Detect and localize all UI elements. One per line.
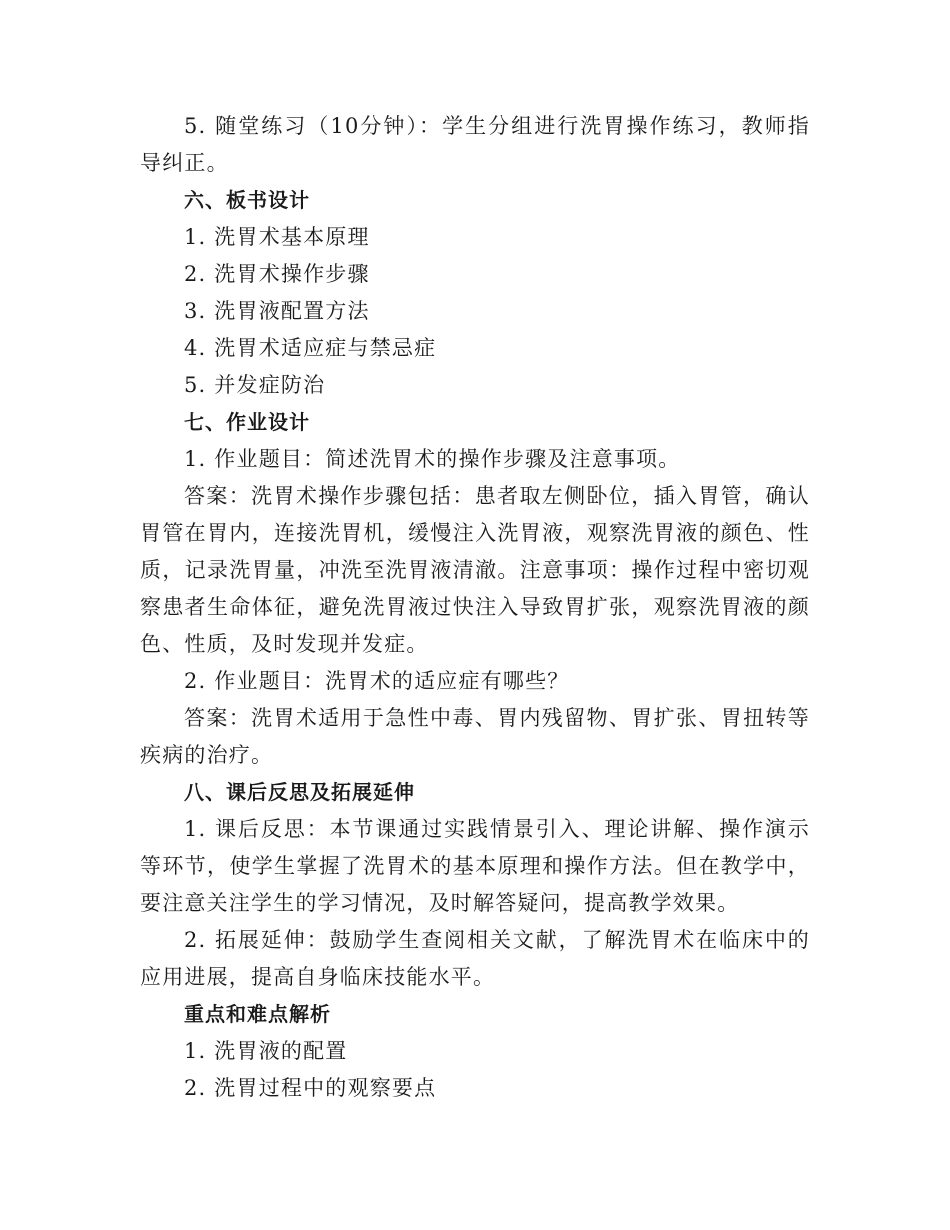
homework-question-2: 2. 作业题目：洗胃术的适应症有哪些？ <box>184 669 570 693</box>
key-point-2: 2. 洗胃过程中的观察要点 <box>184 1076 437 1100</box>
board-item-1: 1. 洗胃术基本原理 <box>184 225 370 249</box>
heading-key-points: 重点和难点解析 <box>184 1002 331 1026</box>
homework-answer-2: 答案：洗胃术适用于急性中毒、胃内残留物、胃扩张、胃扭转等疾病的治疗。 <box>140 706 810 767</box>
practice-paragraph: 5. 随堂练习（10分钟）：学生分组进行洗胃操作练习，教师指导纠正。 <box>140 114 810 175</box>
board-item-3: 3. 洗胃液配置方法 <box>184 299 370 323</box>
heading-board-design: 六、板书设计 <box>184 188 310 212</box>
homework-answer-1: 答案：洗胃术操作步骤包括：患者取左侧卧位，插入胃管，确认胃管在胃内，连接洗胃机，缓慢注入洗胃液，观察洗胃液的颜色、性质，记录洗胃量，冲洗至洗胃液清澈。注意事项：操作过程中密切观察患者生命体征，避免洗胃液过快注入导致胃扩张，观察洗胃液的颜色、性质，及时发现并发症。 <box>140 484 810 656</box>
homework-question-1: 1. 作业题目：简述洗胃术的操作步骤及注意事项。 <box>184 447 681 471</box>
heading-homework: 七、作业设计 <box>184 410 310 434</box>
document-body <box>140 108 810 1107</box>
extension-paragraph: 2. 拓展延伸：鼓励学生查阅相关文献，了解洗胃术在临床中的应用进展，提高自身临床技能水平。 <box>140 928 810 989</box>
board-item-4: 4. 洗胃术适应症与禁忌症 <box>184 336 437 360</box>
board-item-2: 2. 洗胃术操作步骤 <box>184 262 370 286</box>
board-item-5: 5. 并发症防治 <box>184 373 326 397</box>
heading-reflection: 八、课后反思及拓展延伸 <box>184 780 415 804</box>
key-point-1: 1. 洗胃液的配置 <box>184 1039 348 1063</box>
reflection-paragraph: 1. 课后反思：本节课通过实践情景引入、理论讲解、操作演示等环节，使学生掌握了洗胃术的基本原理和操作方法。但在教学中，要注意关注学生的学习情况，及时解答疑问，提高教学效果。 <box>140 817 810 915</box>
